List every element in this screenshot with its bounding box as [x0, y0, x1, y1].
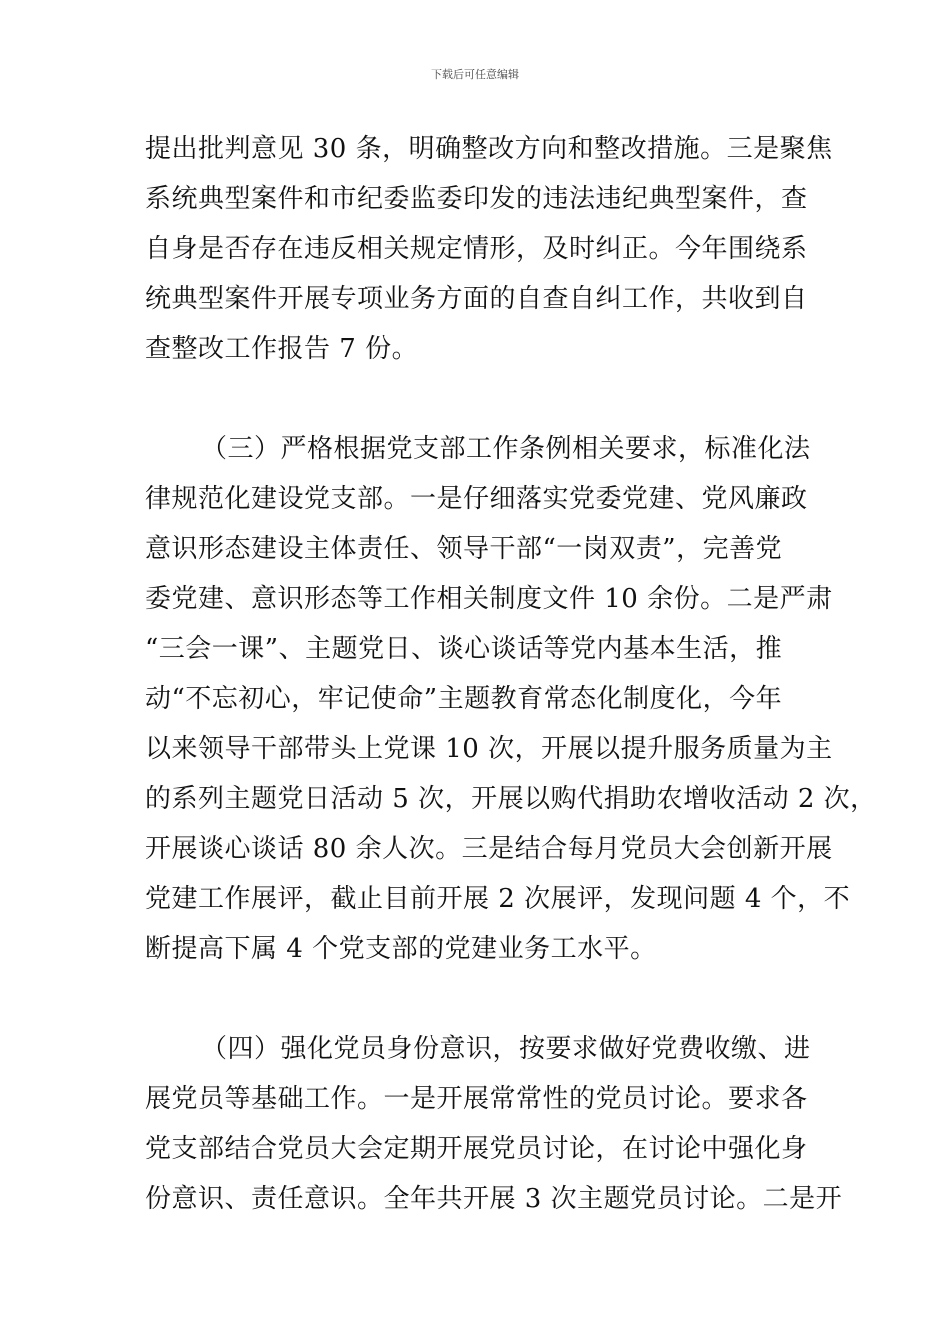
paragraph-section-3: [145, 424, 877, 974]
text-line: “三会一课”、主题党日、谈心谈话等党内基本生活，推: [145, 634, 783, 664]
text-line: 开展谈心谈话 80 余人次。三是结合每月党员大会创新开展: [145, 834, 833, 864]
text-line: 自身是否存在违反相关规定情形，及时纠正。今年围绕系: [145, 234, 808, 264]
paragraph-gap: [145, 374, 825, 424]
text-line: 以来领导干部带头上党课 10 次，开展以提升服务质量为主: [145, 734, 833, 764]
text-line: 意识形态建设主体责任、领导干部“一岗双责”，完善党: [145, 534, 783, 564]
text-line: 党建工作展评，截止目前开展 2 次展评，发现问题 4 个，不: [145, 884, 851, 914]
text-line: （四）强化党员身份意识，按要求做好党费收缴、进: [201, 1034, 811, 1064]
text-line: 统典型案件开展专项业务方面的自查自纠工作，共收到自: [145, 284, 808, 314]
paragraph-continuation: [145, 124, 833, 374]
text-line: 提出批判意见 30 条，明确整改方向和整改措施。三是聚焦: [145, 134, 833, 164]
text-line: 动“不忘初心，牢记使命”主题教育常态化制度化，今年: [145, 684, 783, 714]
text-line: 份意识、责任意识。全年共开展 3 次主题党员讨论。二是开: [145, 1184, 843, 1214]
text-line: 展党员等基础工作。一是开展常常性的党员讨论。要求各: [145, 1084, 808, 1114]
text-line: 系统典型案件和市纪委监委印发的违法违纪典型案件，查: [145, 184, 808, 214]
text-line: 的系列主题党日活动 5 次，开展以购代捐助农增收活动 2 次，: [145, 784, 877, 814]
text-line: 断提高下属 4 个党支部的党建业务工水平。: [145, 934, 657, 964]
text-line: 委党建、意识形态等工作相关制度文件 10 余份。二是严肃: [145, 584, 833, 614]
paragraph-section-4: [145, 1024, 843, 1224]
text-line: 查整改工作报告 7 份。: [145, 334, 419, 364]
text-line: （三）严格根据党支部工作条例相关要求，标准化法: [201, 434, 811, 464]
page-header-note: 下载后可任意编辑: [431, 68, 519, 81]
document-body: [145, 124, 877, 1224]
text-line: 律规范化建设党支部。一是仔细落实党委党建、党风廉政: [145, 484, 808, 514]
paragraph-gap: [145, 974, 825, 1024]
text-line: 党支部结合党员大会定期开展党员讨论，在讨论中强化身: [145, 1134, 808, 1164]
